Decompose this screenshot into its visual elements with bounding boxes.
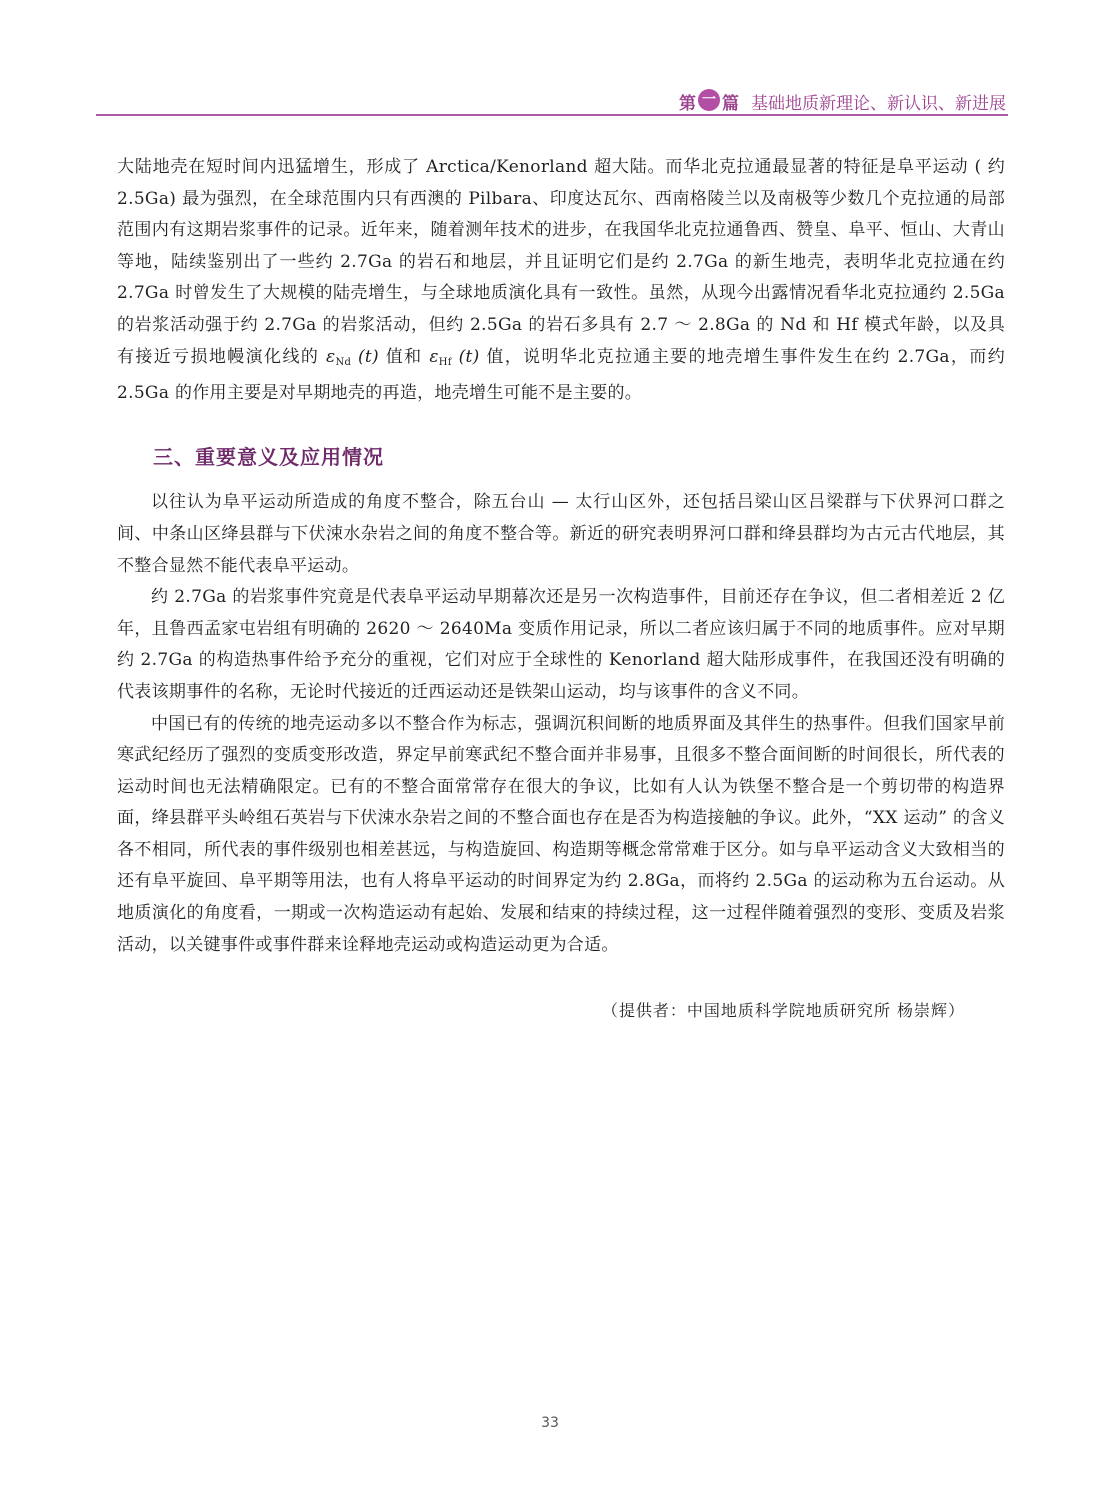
body-paragraph-1: 以往认为阜平运动所造成的角度不整合，除五台山 — 太行山区外，还包括吕梁山区吕梁群与下伏界河口群之间、中条山区绛县群与下伏涑水杂岩之间的角度不整合等。新近的研究表明界河口群和绛县群均为古元古代地层，其不整合显然不能代表阜平运动。 (117, 492, 1005, 576)
epsilon-nd-symbol: ε (326, 346, 336, 367)
epsilon-hf-symbol: ε (429, 346, 439, 367)
intro-text-start: 大陆地壳在短时间内迅猛增生，形成了 Arctica/Kenorland 超大陆。而华北克拉通最显著的特征是阜平运动 ( 约 2.5Ga) 最为强烈，在全球范围内只有西澳的 Pilbara、印度达瓦尔、西南格陵兰以及南极等少数几个克拉通的局部范围内有这期岩浆事件的记录。近年来，随着测年技术的进步，在我国华北克拉通鲁西、赞皇、阜平、恒山、大青山等地，陆续鉴别出了一些约 2.7Ga 的岩石和地层，并且证明它们是约 2.7Ga 的新生地壳，表明华北克拉通在约 2.7Ga 时曾发生了大规模的陆壳增生，与全球地质演化具有一致性。虽然，从现今出露情况看华北克拉通约 2.5Ga 的岩浆活动强于约 2.7Ga 的岩浆活动，但约 2.5Ga 的岩石多具有 2.7 ～ 2.8Ga 的 Nd 和 Hf 模式年龄，以及具有接近亏损地幔演化线的 (117, 157, 1005, 367)
epsilon-nd-argument: (t) (351, 346, 386, 367)
intro-paragraph (117, 152, 1005, 410)
intro-text-end: 值，说明华北克拉通主要的地壳增生事件发生在约 2.7Ga，而约 2.5Ga 的作用主要是对早期地壳的再造，地壳增生可能不是主要的。 (117, 346, 1005, 404)
part-number-badge: 一 (698, 89, 720, 111)
epsilon-hf-subscript: Hf (438, 356, 452, 368)
epsilon-nd-subscript: Nd (335, 356, 352, 368)
page-number: 33 (541, 1415, 559, 1431)
part-prefix: 第 (679, 93, 696, 114)
body-paragraph-2: 约 2.7Ga 的岩浆事件究竟是代表阜平运动早期幕次还是另一次构造事件，目前还存在争议，但二者相差近 2 亿年，且鲁西孟家屯岩组有明确的 2620 ～ 2640Ma 变质作用记录，所以二者应该归属于不同的地质事件。应对早期约 2.7Ga 的构造热事件给予充分的重视，它们对应于全球性的 Kenorland 超大陆形成事件，在我国还没有明确的代表该期事件的名称，无论时代接近的迁西运动还是铁架山运动，均与该事件的含义不同。 (117, 587, 1005, 702)
intro-text-middle: 值和 (385, 346, 430, 367)
header-rule (96, 114, 1008, 116)
body-paragraph-3: 中国已有的传统的地壳运动多以不整合作为标志，强调沉积间断的地质界面及其伴生的热事件。但我们国家早前寒武纪经历了强烈的变质变形改造，界定早前寒武纪不整合面并非易事，且很多不整合面间断的时间很长，所代表的运动时间也无法精确限定。已有的不整合面常常存在很大的争议，比如有人认为铁堡不整合是一个剪切带的构造界面，绛县群平头岭组石英岩与下伏涑水杂岩之间的不整合面也存在是否为构造接触的争议。此外，“XX 运动” 的含义各不相同，所代表的事件级别也相差甚远，与构造旋回、构造期等概念常常难于区分。如与阜平运动含义大致相当的还有阜平旋回、阜平期等用法，也有人将阜平运动的时间界定为约 2.8Ga，而将约 2.5Ga 的运动称为五台运动。从地质演化的角度看，一期或一次构造运动有起始、发展和结束的持续过程，这一过程伴随着强烈的变形、变质及岩浆活动，以关键事件或事件群来诠释地壳运动或构造运动更为合适。 (117, 713, 1005, 955)
header-title: 基础地质新理论、新认识、新进展 (751, 93, 1006, 114)
page-body (117, 152, 1005, 1027)
running-header (679, 88, 1006, 114)
page-header (0, 85, 1100, 119)
section-heading: 三、重要意义及应用情况 (153, 444, 384, 469)
author-attribution: （提供者：中国地质科学院地质研究所 杨崇辉） (601, 1001, 965, 1021)
epsilon-hf-argument: (t) (451, 346, 487, 367)
part-suffix: 篇 (722, 93, 739, 114)
